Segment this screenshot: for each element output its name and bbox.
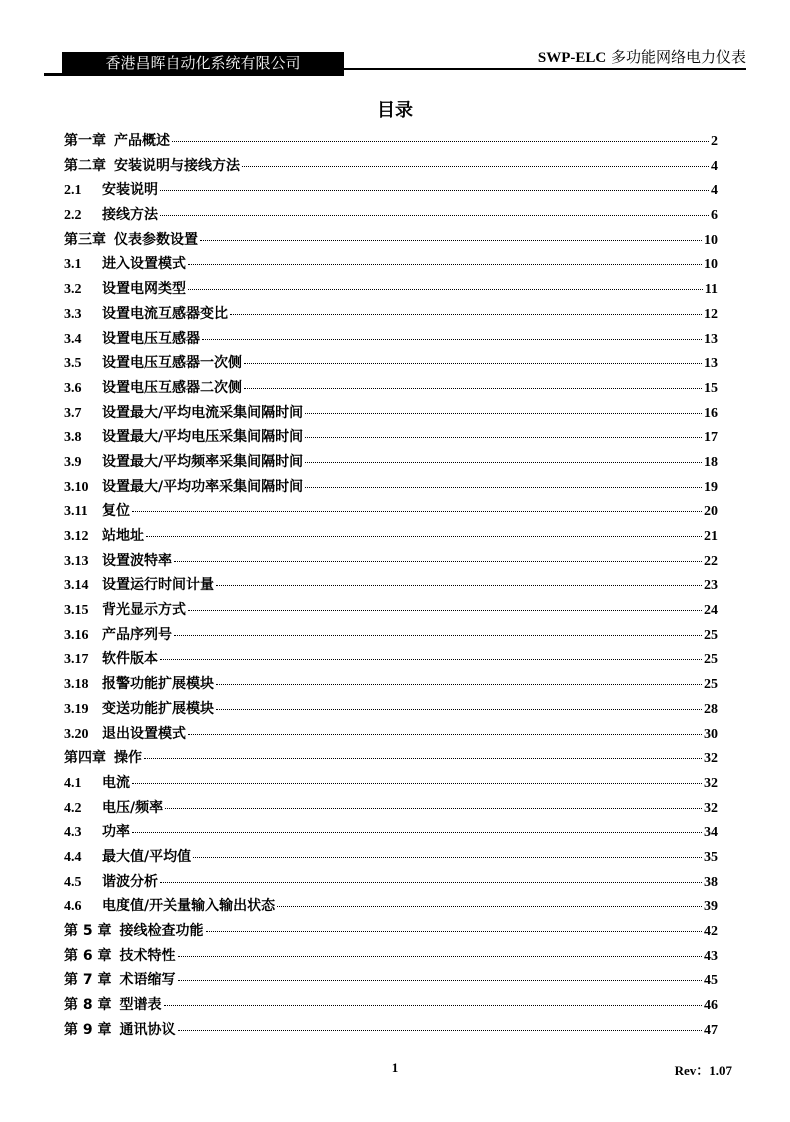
toc-entry-number: 3.10	[64, 479, 89, 495]
toc-entry[interactable]	[64, 698, 718, 723]
toc-entry-page: 13	[704, 331, 718, 347]
toc-entry-label: 设置电流互感器变比	[102, 305, 228, 322]
toc-entry-number: 第 6 章	[64, 947, 112, 964]
toc-entry-page: 32	[704, 800, 718, 816]
toc-entry-page: 10	[704, 257, 718, 273]
toc-entry-number: 3.4	[64, 331, 82, 347]
toc-entry-number: 3.14	[64, 578, 89, 594]
toc-entry-number: 第 8 章	[64, 997, 112, 1014]
toc-entry-label: 电流	[102, 774, 130, 791]
toc-entry[interactable]	[64, 747, 718, 772]
toc-entry-page: 4	[711, 183, 718, 199]
toc-dot-leader	[206, 931, 703, 932]
company-name: 香港昌晖自动化系统有限公司	[62, 52, 344, 74]
toc-entry-number: 3.13	[64, 553, 89, 569]
toc-entry-label: 设置最大/平均功率采集间隔时间	[102, 478, 304, 495]
toc-entry-label: 变送功能扩展模块	[102, 700, 214, 717]
toc-entry-label: 功率	[102, 824, 130, 841]
toc-entry-page: 11	[704, 282, 718, 298]
toc-entry[interactable]	[64, 624, 718, 649]
toc-entry[interactable]	[64, 821, 718, 846]
toc-entry-page: 22	[704, 553, 718, 569]
toc-entry-number: 第 9 章	[64, 1021, 112, 1038]
toc-entry-label: 安装说明与接线方法	[114, 157, 240, 174]
toc-entry-page: 16	[704, 405, 718, 421]
toc-entry[interactable]	[64, 426, 718, 451]
toc-entry[interactable]	[64, 303, 718, 328]
toc-entry-number: 第 5 章	[64, 923, 112, 939]
toc-entry-label: 仪表参数设置	[114, 231, 198, 248]
toc-entry[interactable]	[64, 328, 718, 353]
product-name: 多功能网络电力仪表	[610, 48, 746, 66]
toc-entry-label: 设置最大/平均频率采集间隔时间	[102, 453, 304, 470]
footer-page-number: 1	[391, 1060, 399, 1075]
toc-entry-page: 20	[704, 504, 718, 520]
toc-entry-label: 设置最大/平均电压采集间隔时间	[102, 429, 304, 446]
toc-entry-number: 3.9	[64, 454, 82, 470]
toc-entry[interactable]	[64, 574, 718, 599]
toc-entry[interactable]	[64, 723, 718, 748]
toc-entry-number: 3.6	[64, 380, 82, 396]
toc-entry-page: 28	[704, 701, 718, 717]
toc-dot-leader	[200, 240, 702, 241]
toc-dot-leader	[144, 758, 702, 759]
toc-entry-number: 3.11	[64, 504, 88, 520]
toc-entry-label: 设置电网类型	[102, 281, 186, 298]
toc-dot-leader	[178, 956, 703, 957]
toc-entry-label: 进入设置模式	[102, 256, 186, 273]
toc-dot-leader	[160, 215, 709, 216]
toc-entry-page: 23	[704, 578, 718, 594]
toc-entry[interactable]	[64, 895, 718, 920]
toc-dot-leader	[132, 832, 702, 833]
toc-entry-page: 42	[704, 924, 718, 939]
toc-entry-number: 3.2	[64, 282, 82, 298]
toc-entry-page: 46	[704, 998, 718, 1014]
toc-dot-leader	[305, 487, 702, 488]
toc-entry[interactable]	[64, 772, 718, 797]
toc-entry-number: 3.16	[64, 627, 89, 643]
toc-entry[interactable]	[64, 130, 718, 155]
toc-entry[interactable]	[64, 648, 718, 673]
toc-entry[interactable]	[64, 204, 718, 229]
toc-dot-leader	[174, 635, 702, 636]
toc-entry-label: 设置电压互感器	[102, 330, 200, 347]
toc-entry-page: 47	[704, 1022, 718, 1038]
toc-dot-leader	[188, 610, 702, 611]
toc-entry-number: 第二章	[64, 157, 106, 174]
toc-entry[interactable]	[64, 179, 718, 204]
toc-entry[interactable]	[64, 969, 718, 994]
toc-entry[interactable]	[64, 599, 718, 624]
toc-entry-label: 电度值/开关量输入输出状态	[102, 898, 276, 915]
toc-entry-label: 设置电压互感器二次侧	[102, 379, 242, 396]
toc-entry-page: 25	[704, 627, 718, 643]
toc-dot-leader	[216, 684, 702, 685]
toc-entry[interactable]	[64, 476, 718, 501]
toc-dot-leader	[178, 1030, 703, 1031]
toc-entry-number: 3.12	[64, 529, 89, 544]
toc-entry-page: 38	[704, 874, 718, 890]
toc-dot-leader	[230, 314, 702, 315]
toc-entry-number: 4.4	[64, 849, 82, 865]
toc-entry-label: 安装说明	[102, 182, 158, 199]
toc-entry[interactable]	[64, 229, 718, 254]
toc-entry-number: 3.8	[64, 430, 82, 446]
toc-entry-label: 操作	[114, 750, 142, 767]
toc-dot-leader	[305, 413, 702, 414]
toc-entry-number: 3.19	[64, 701, 89, 717]
toc-entry[interactable]	[64, 994, 718, 1019]
toc-entry-label: 站地址	[102, 528, 144, 544]
toc-entry[interactable]	[64, 377, 718, 402]
toc-entry-number: 3.17	[64, 652, 89, 668]
toc-entry[interactable]	[64, 155, 718, 180]
toc-entry-page: 43	[704, 948, 718, 964]
toc-entry-page: 6	[711, 208, 718, 224]
toc-entry-number: 4.3	[64, 825, 82, 841]
toc-entry[interactable]	[64, 846, 718, 871]
toc-entry-label: 报警功能扩展模块	[102, 676, 214, 693]
toc-entry-label: 通讯协议	[119, 1021, 176, 1038]
toc-entry-page: 15	[704, 380, 718, 396]
toc-dot-leader	[164, 1005, 703, 1006]
toc-entry-number: 4.2	[64, 800, 82, 816]
toc-entry-page: 34	[704, 825, 718, 841]
toc-entry-number: 第三章	[64, 231, 106, 248]
toc-dot-leader	[216, 709, 702, 710]
toc-entry-label: 产品概述	[114, 133, 170, 149]
toc-entry-number: 4.6	[64, 899, 82, 915]
toc-entry-label: 软件版本	[102, 651, 158, 668]
page-header	[44, 48, 746, 78]
toc-entry-number: 2.1	[64, 183, 82, 199]
toc-entry-number: 3.5	[64, 356, 82, 372]
toc-dot-leader	[160, 190, 709, 191]
toc-dot-leader	[174, 561, 702, 562]
toc-entry-page: 18	[704, 454, 718, 470]
toc-entry-page: 30	[704, 726, 718, 742]
toc-entry-number: 3.20	[64, 726, 89, 742]
toc-dot-leader	[165, 808, 702, 809]
toc-entry-label: 设置电压互感器一次侧	[102, 355, 242, 372]
header-rule	[344, 68, 746, 70]
toc-dot-leader	[132, 783, 702, 784]
toc-entry-number: 3.15	[64, 603, 89, 619]
toc-entry-page: 2	[711, 134, 718, 149]
toc-entry[interactable]	[64, 797, 718, 822]
toc-entry[interactable]	[64, 253, 718, 278]
toc-dot-leader	[244, 363, 702, 364]
toc-dot-leader	[160, 882, 702, 883]
toc-dot-leader	[244, 388, 702, 389]
toc-entry[interactable]	[64, 1019, 718, 1044]
toc-dot-leader	[188, 289, 703, 290]
toc-entry[interactable]	[64, 525, 718, 550]
toc-entry-label: 背光显示方式	[102, 602, 186, 619]
toc-entry-page: 19	[704, 479, 718, 495]
toc-dot-leader	[188, 264, 702, 265]
toc-entry-page: 24	[704, 603, 718, 619]
toc-title: 目录	[377, 100, 413, 121]
toc-entry-label: 型谱表	[119, 997, 162, 1014]
toc-entry[interactable]	[64, 352, 718, 377]
toc-entry[interactable]	[64, 945, 718, 970]
toc-dot-leader	[193, 857, 702, 858]
toc-entry-label: 设置波特率	[102, 552, 172, 569]
toc-entry-label: 产品序列号	[102, 626, 172, 643]
toc-entry-page: 17	[704, 430, 718, 446]
toc-entry-number: 4.5	[64, 874, 82, 890]
toc-entry[interactable]	[64, 451, 718, 476]
toc-dot-leader	[305, 462, 702, 463]
toc-entry-label: 技术特性	[119, 947, 176, 964]
toc-dot-leader	[242, 166, 709, 167]
toc-dot-leader	[202, 339, 702, 340]
toc-entry-label: 电压/频率	[102, 799, 164, 816]
toc-dot-leader	[277, 906, 702, 907]
toc-entry-number: 第一章	[64, 133, 106, 149]
toc-dot-leader	[305, 437, 702, 438]
toc-entry-page: 45	[704, 973, 718, 989]
toc-entry-number: 3.1	[64, 257, 82, 273]
toc-dot-leader	[188, 734, 702, 735]
product-model: SWP-ELC	[537, 50, 607, 66]
toc-entry-label: 谐波分析	[102, 873, 158, 890]
toc-entry-number: 第四章	[64, 750, 106, 767]
toc-entry-page: 32	[704, 775, 718, 791]
toc-entry-label: 术语缩写	[119, 972, 176, 989]
toc-entry-number: 3.7	[64, 405, 82, 421]
toc-entry-number: 3.18	[64, 677, 89, 693]
toc-entry[interactable]	[64, 871, 718, 896]
toc-entry[interactable]	[64, 278, 718, 303]
toc-entry-label: 接线方法	[102, 207, 158, 224]
toc-entry-number: 第 7 章	[64, 972, 112, 989]
toc-entry-page: 25	[704, 677, 718, 693]
toc-entry-number: 2.2	[64, 208, 82, 224]
toc-entry-page: 12	[704, 306, 718, 322]
toc-entry-label: 最大值/平均值	[102, 848, 192, 865]
toc-dot-leader	[146, 536, 702, 537]
toc-entry-label: 复位	[102, 503, 130, 520]
toc-entry-page: 21	[704, 529, 718, 544]
toc-entry-number: 3.3	[64, 306, 82, 322]
toc-entry-label: 退出设置模式	[102, 725, 186, 742]
toc-entry-page: 32	[704, 751, 718, 767]
toc-dot-leader	[172, 141, 709, 142]
table-of-contents	[64, 130, 718, 1043]
toc-dot-leader	[160, 659, 702, 660]
toc-entry-label: 设置最大/平均电流采集间隔时间	[102, 404, 304, 421]
toc-dot-leader	[216, 585, 702, 586]
toc-entry-label: 接线检查功能	[119, 923, 204, 939]
toc-entry-page: 4	[711, 158, 718, 174]
toc-entry-page: 25	[704, 652, 718, 668]
product-title	[538, 48, 746, 67]
toc-dot-leader	[132, 511, 702, 512]
toc-entry[interactable]	[64, 402, 718, 427]
footer-revision: Rev：1.07	[674, 1063, 732, 1078]
toc-entry-number: 4.1	[64, 775, 82, 791]
toc-entry[interactable]	[64, 920, 718, 945]
toc-entry-page: 35	[704, 849, 718, 865]
toc-entry[interactable]	[64, 550, 718, 575]
toc-entry-label: 设置运行时间计量	[102, 577, 214, 594]
toc-entry[interactable]	[64, 673, 718, 698]
toc-entry-page: 10	[704, 232, 718, 248]
toc-entry-page: 39	[704, 899, 718, 915]
toc-dot-leader	[178, 980, 703, 981]
toc-entry-page: 13	[704, 356, 718, 372]
toc-entry[interactable]	[64, 500, 718, 525]
